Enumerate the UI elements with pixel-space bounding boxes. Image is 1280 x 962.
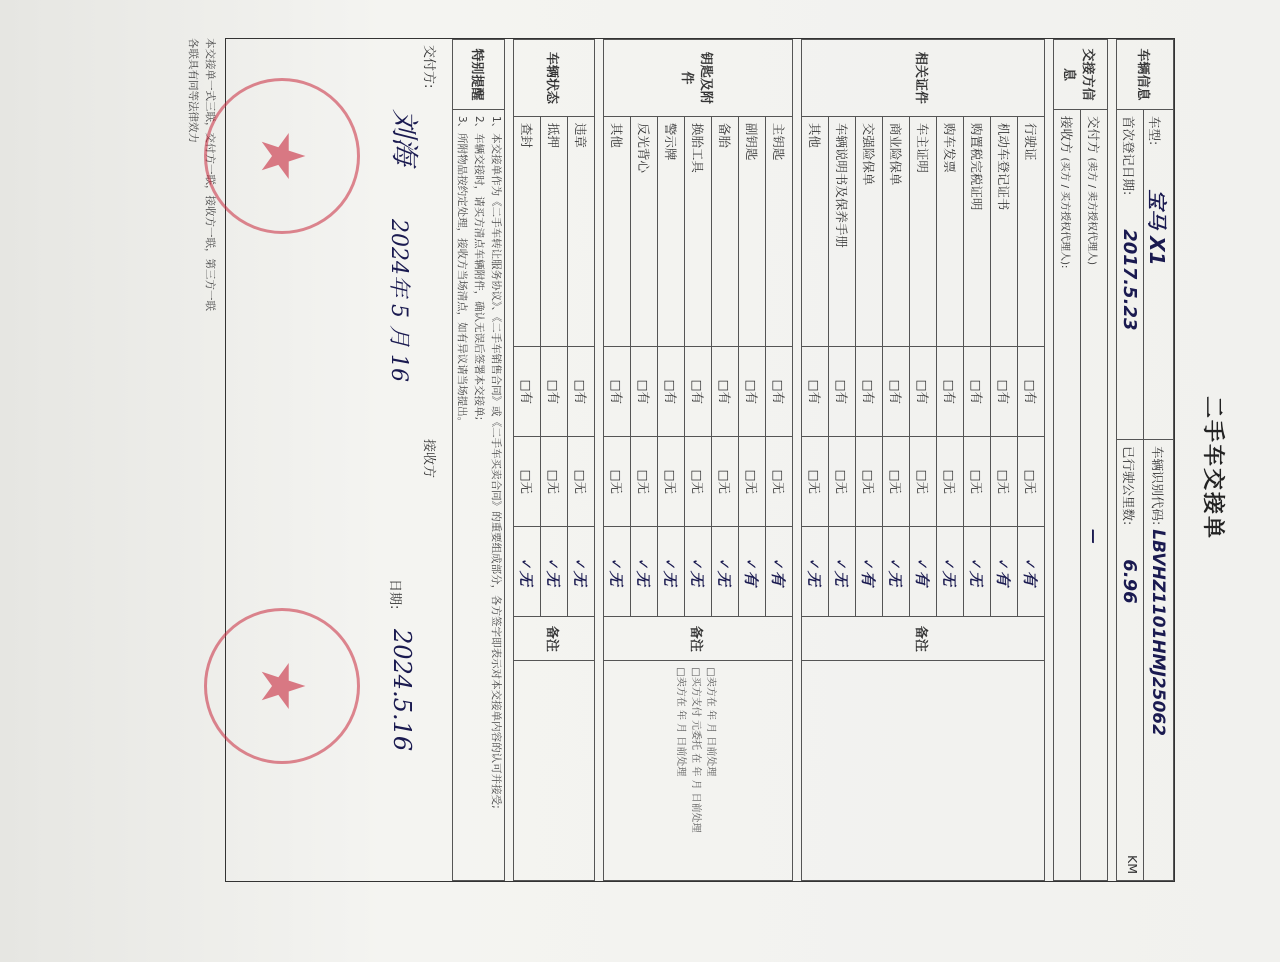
giver-value: — — [1085, 529, 1103, 545]
doc-yes-option[interactable]: □有 — [802, 347, 829, 437]
date-label: 日期: — [387, 579, 402, 610]
doc-label: 车辆说明书及保养手册 — [829, 116, 856, 347]
parties-table — [1053, 39, 1108, 881]
key-handwritten-mark: ✓无 — [685, 527, 712, 617]
doc-handwritten-mark: ✓无 — [829, 527, 856, 617]
status-note-text — [514, 661, 595, 881]
footer-line-1: 本交接单一式三联，交付方一联，接收方一联，第三方一联 — [204, 38, 216, 311]
status-row — [568, 40, 595, 881]
receiver-cell — [1054, 110, 1081, 881]
doc-yes-option[interactable]: □有 — [883, 347, 910, 437]
special-line-3: 3、所附物品按约定处理，接收方当场清点，如有异议请当场提出。 — [456, 116, 468, 428]
giver-date: 2024年 5 月 16 — [386, 219, 411, 382]
key-no-option[interactable]: □无 — [712, 437, 739, 527]
doc-handwritten-mark: ✓无 — [802, 527, 829, 617]
doc-handwritten-mark: ✓有 — [991, 527, 1018, 617]
model-label: 车型: — [1147, 116, 1162, 146]
special-line-2: 2、车辆交接时，请买方清点车辆附件，确认无误后签署本交接单; — [473, 116, 485, 421]
doc-note-label: 备注 — [802, 617, 1045, 661]
km-value: 6.96 — [1119, 559, 1141, 604]
form-title: 二手车交接单 — [1200, 395, 1225, 540]
vin-cell — [1144, 440, 1174, 881]
key-yes-option[interactable]: □有 — [631, 347, 658, 437]
key-label: 备胎 — [712, 116, 739, 347]
keys-body — [604, 40, 793, 881]
vin-label: 车辆识别代码: — [1150, 446, 1166, 526]
status-label: 抵押 — [541, 116, 568, 347]
status-no-option[interactable]: □无 — [514, 437, 541, 527]
doc-label: 商业险保单 — [883, 116, 910, 347]
doc-label: 购车发票 — [937, 116, 964, 347]
seal-star-icon-2: ★ — [247, 659, 317, 713]
doc-note-text — [802, 661, 1045, 881]
rotated-form — [60, 18, 1240, 918]
doc-handwritten-mark: ✓有 — [1018, 527, 1045, 617]
key-no-option[interactable]: □无 — [631, 437, 658, 527]
status-yes-option[interactable]: □有 — [541, 347, 568, 437]
doc-yes-option[interactable]: □有 — [910, 347, 937, 437]
doc-no-option[interactable]: □无 — [1018, 437, 1045, 527]
key-no-option[interactable]: □无 — [604, 437, 631, 527]
giver-label: 交付方 — [1086, 116, 1101, 154]
giver-signature: 刘海 — [388, 109, 421, 166]
receiver-sign-label: 接收方 — [421, 439, 436, 479]
status-handwritten-mark: ✓无 — [541, 527, 568, 617]
status-body — [514, 40, 595, 881]
key-label: 反光背心 — [631, 116, 658, 347]
key-handwritten-mark: ✓无 — [712, 527, 739, 617]
km-label: 已行驶公里数: — [1121, 446, 1137, 526]
giver-hint: (卖方 / 卖方授权代理人) — [1086, 157, 1097, 266]
doc-row — [1018, 40, 1045, 881]
key-row — [766, 40, 793, 881]
key-yes-option[interactable]: □有 — [658, 347, 685, 437]
keys-note2: □买方支付 元委托 在 年 月 日前处理 — [690, 667, 702, 833]
doc-handwritten-mark: ✓无 — [964, 527, 991, 617]
keys-table — [603, 39, 793, 881]
section-special: 特别提醒 — [453, 40, 505, 110]
doc-no-option[interactable]: □无 — [829, 437, 856, 527]
section-parties: 交接方信息 — [1054, 40, 1108, 110]
doc-handwritten-mark: ✓有 — [910, 527, 937, 617]
special-table — [452, 39, 505, 881]
reg-label: 首次登记日期: — [1121, 116, 1137, 196]
km-unit: KM — [1125, 855, 1141, 874]
doc-label: 其他 — [802, 116, 829, 347]
doc-yes-option[interactable]: □有 — [964, 347, 991, 437]
key-no-option[interactable]: □无 — [658, 437, 685, 527]
status-yes-option[interactable]: □有 — [568, 347, 595, 437]
key-section: 钥匙及附件 — [604, 40, 793, 117]
keys-note3: □卖方在 年 月 日前处理 — [675, 667, 687, 777]
doc-no-option[interactable]: □无 — [856, 437, 883, 527]
key-handwritten-mark: ✓无 — [631, 527, 658, 617]
doc-no-option[interactable]: □无 — [802, 437, 829, 527]
doc-no-option[interactable]: □无 — [883, 437, 910, 527]
doc-no-option[interactable]: □无 — [937, 437, 964, 527]
doc-label: 行驶证 — [1018, 116, 1045, 347]
status-table — [513, 39, 595, 881]
key-no-option[interactable]: □无 — [766, 437, 793, 527]
doc-label: 车主证明 — [910, 116, 937, 347]
key-yes-option[interactable]: □有 — [766, 347, 793, 437]
model-value: 宝马 X1 — [1145, 189, 1169, 266]
doc-no-option[interactable]: □无 — [964, 437, 991, 527]
reg-value: 2017.5.23 — [1119, 229, 1141, 331]
key-yes-option[interactable]: □有 — [712, 347, 739, 437]
footer-line-2: 各联具有同等法律效力 — [187, 38, 199, 143]
seal-star-icon: ★ — [247, 129, 317, 183]
model-cell — [1144, 110, 1174, 440]
key-no-option[interactable]: □无 — [685, 437, 712, 527]
docs-table — [801, 39, 1045, 881]
docs-body — [802, 40, 1045, 881]
status-yes-option[interactable]: □有 — [514, 347, 541, 437]
key-label: 换胎工具 — [685, 116, 712, 347]
key-label: 副钥匙 — [739, 116, 766, 347]
key-yes-option[interactable]: □有 — [604, 347, 631, 437]
key-label: 警示牌 — [658, 116, 685, 347]
reg-cell — [1117, 110, 1144, 440]
key-handwritten-mark: ✓有 — [739, 527, 766, 617]
doc-no-option[interactable]: □无 — [910, 437, 937, 527]
doc-handwritten-mark: ✓无 — [883, 527, 910, 617]
section-vehicle: 车辆信息 — [1117, 40, 1174, 110]
special-text — [453, 110, 505, 881]
status-no-option[interactable]: □无 — [541, 437, 568, 527]
giver-cell — [1081, 110, 1108, 881]
key-handwritten-mark: ✓无 — [658, 527, 685, 617]
key-handwritten-mark: ✓有 — [766, 527, 793, 617]
doc-yes-option[interactable]: □有 — [856, 347, 883, 437]
key-handwritten-mark: ✓无 — [604, 527, 631, 617]
key-label: 其他 — [604, 116, 631, 347]
doc-label: 交强险保单 — [856, 116, 883, 347]
doc-yes-option[interactable]: □有 — [991, 347, 1018, 437]
km-cell — [1117, 440, 1144, 881]
doc-yes-option[interactable]: □有 — [1018, 347, 1045, 437]
status-section: 车辆状态 — [514, 40, 595, 117]
left-seal — [204, 78, 360, 234]
key-note-label: 备注 — [604, 617, 793, 661]
right-seal — [204, 608, 360, 764]
special-line-1: 1、本交接单作为《二手车转让服务协议》、《二手车销售合同》或《二手车买卖合同》的重要组成部分，各方签字即表示对本交接单内容的认可并接受; — [490, 116, 502, 809]
receiver-label: 接收方 — [1059, 116, 1074, 154]
vin-value: LBVHZ1101HMJ25062 — [1148, 529, 1169, 736]
key-yes-option[interactable]: □有 — [739, 347, 766, 437]
status-note-label: 备注 — [514, 617, 595, 661]
doc-label: 机动车登记证书 — [991, 116, 1018, 347]
doc-no-option[interactable]: □无 — [991, 437, 1018, 527]
key-note-text — [604, 661, 793, 881]
signature-area — [374, 39, 446, 881]
status-no-option[interactable]: □无 — [568, 437, 595, 527]
key-label: 主钥匙 — [766, 116, 793, 347]
form-table — [225, 38, 1175, 882]
status-label: 查封 — [514, 116, 541, 347]
doc-label: 购置税完税证明 — [964, 116, 991, 347]
vehicle-table — [1116, 39, 1174, 881]
doc-yes-option[interactable]: □有 — [937, 347, 964, 437]
doc-yes-option[interactable]: □有 — [829, 347, 856, 437]
receiver-date: 2024.5.16 — [388, 629, 416, 752]
status-handwritten-mark: ✓无 — [514, 527, 541, 617]
doc-section: 相关证件 — [802, 40, 1045, 117]
key-yes-option[interactable]: □有 — [685, 347, 712, 437]
doc-handwritten-mark: ✓有 — [856, 527, 883, 617]
receiver-hint: (买方 / 买方授权代理人): — [1059, 157, 1070, 269]
key-no-option[interactable]: □无 — [739, 437, 766, 527]
giver-sign-label: 交付方: — [421, 45, 436, 89]
status-label: 违章 — [568, 116, 595, 347]
keys-note1: □卖方在 年 月 日前处理 — [705, 667, 717, 777]
status-handwritten-mark: ✓无 — [568, 527, 595, 617]
doc-handwritten-mark: ✓无 — [937, 527, 964, 617]
